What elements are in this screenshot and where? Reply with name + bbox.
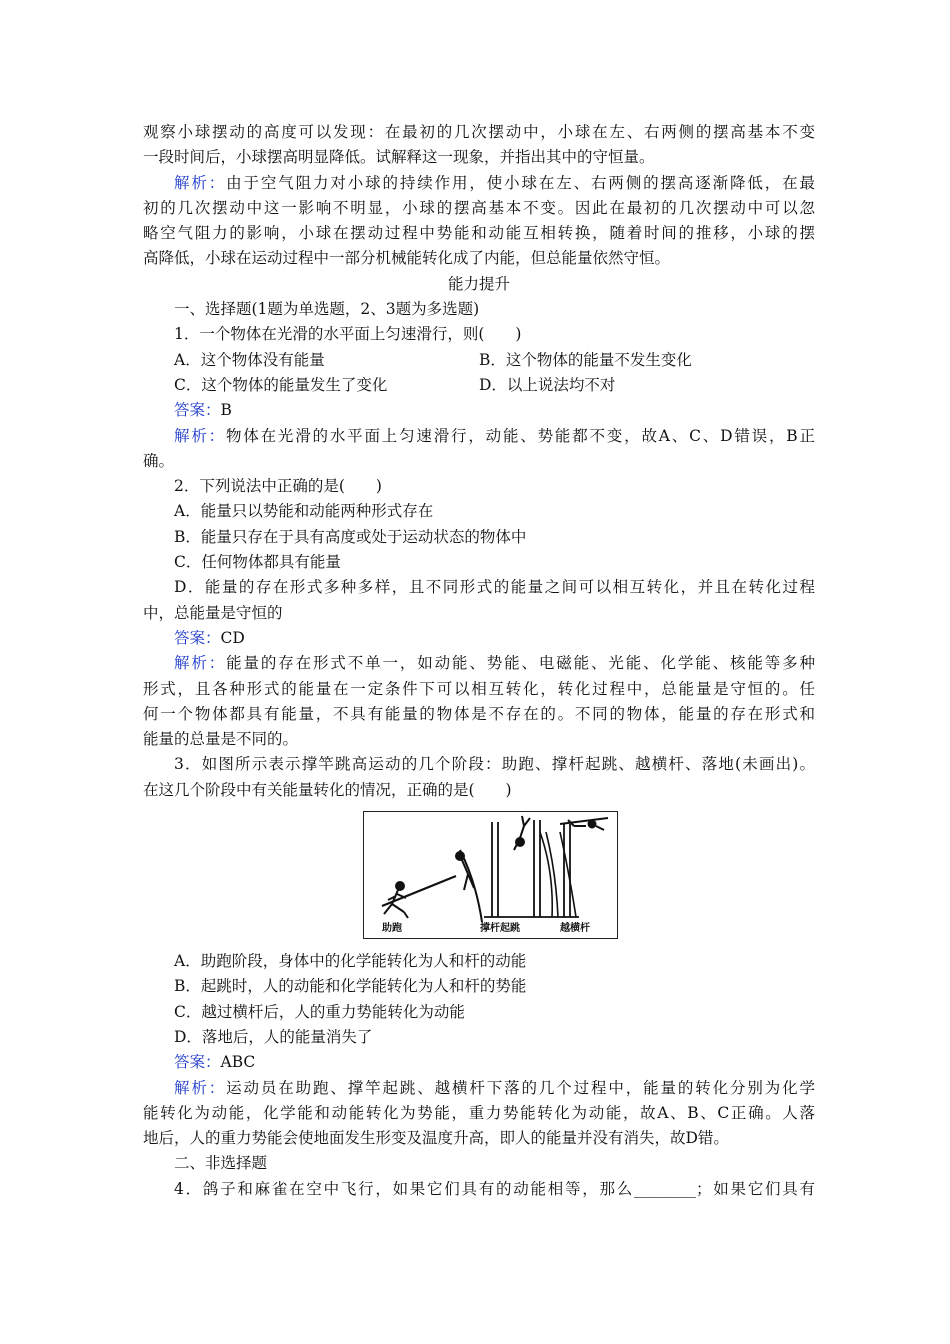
q3-option-d: D．落地后，人的能量消失了: [174, 1027, 373, 1046]
q2-analysis-line: 何一个物体都具有能量，不具有能量的物体是不存在的。不同的物体，能量的存在形式和: [143, 704, 815, 723]
q4-stem: 4．鸽子和麻雀在空中飞行，如果它们具有的动能相等，那么________；如果它们具有: [174, 1179, 815, 1198]
q1-analysis-line: 解析：物体在光滑的水平面上匀速滑行，动能、势能都不变，故A、C、D错误，B正: [174, 426, 815, 445]
q2-option-d-cont: 中，总能量是守恒的: [143, 603, 283, 622]
q3-option-b: B．起跳时，人的动能和化学能转化为人和杆的势能: [174, 977, 527, 996]
answer-label: 答案：: [174, 628, 221, 647]
intro-analysis-line: 解析：由于空气阻力对小球的持续作用，使小球在左、右两侧的摆高逐渐降低，在最: [174, 173, 815, 192]
q2-option-c: C．任何物体都具有能量: [174, 553, 341, 572]
q3-analysis-line: 解析：运动员在助跑、撑竿起跳、越横杆下落的几个过程中，能量的转化分别为化学: [174, 1078, 815, 1097]
q1-answer: 答案：B: [174, 401, 232, 420]
analysis-label: 解析：: [174, 173, 227, 192]
document-page: [143, 120, 815, 1202]
q3-option-a: A．助跑阶段，身体中的化学能转化为人和杆的动能: [174, 952, 527, 971]
intro-analysis-line: 略空气阻力的影响，小球在摆动过程中势能和动能互相转换，随着时间的推移，小球的摆: [143, 224, 815, 243]
q1-option-d: D．以上说法均不对: [479, 375, 616, 394]
analysis-label: 解析：: [174, 426, 226, 445]
answer-label: 答案：: [174, 1053, 221, 1072]
q2-answer: 答案：CD: [174, 628, 245, 647]
figure-label-run: 助跑: [382, 923, 402, 935]
figure-label-bar: 越横杆: [560, 923, 590, 935]
q3-stem-line: 在这几个阶段中有关能量转化的情况，正确的是( ): [143, 780, 512, 799]
q1-stem: 1．一个物体在光滑的水平面上匀速滑行，则( ): [174, 325, 522, 344]
part1-title: 一、选择题(1题为单选题，2、3题为多选题): [174, 300, 480, 319]
answer-label: 答案：: [174, 401, 221, 420]
q1-option-b: B．这个物体的能量不发生变化: [479, 350, 692, 369]
standards: [484, 820, 579, 917]
q1-options-row: [143, 373, 815, 398]
q2-stem: 2．下列说法中正确的是( ): [174, 477, 382, 496]
analysis-label: 解析：: [174, 1078, 227, 1097]
q3-answer: 答案：ABC: [174, 1053, 256, 1072]
pole-run: [382, 876, 456, 906]
q3-option-c: C．越过横杆后，人的重力势能转化为动能: [174, 1002, 465, 1021]
q2-analysis-line: 形式，且各种形式的能量在一定条件下可以相互转化，转化过程中，总能量是守恒的。任: [143, 679, 815, 698]
part2-title: 二、非选择题: [174, 1154, 268, 1173]
q3-analysis-line: 能转化为动能，化学能和动能转化为势能，重力势能转化为动能，故A、B、C正确。人落: [143, 1103, 815, 1122]
q1-options-row: [143, 348, 815, 373]
q1-option-c: C．这个物体的能量发生了变化: [174, 375, 388, 394]
analysis-label: 解析：: [174, 654, 227, 673]
q2-option-a: A．能量只以势能和动能两种形式存在: [174, 502, 434, 521]
intro-line: 观察小球摆动的高度可以发现：在最初的几次摆动中，小球在左、右两侧的摆高基本不变: [143, 123, 815, 141]
section-title: 能力提升: [447, 274, 510, 293]
q2-option-d: D．能量的存在形式多种多样，且不同形式的能量之间可以相互转化，并且在转化过程: [174, 578, 815, 597]
intro-analysis-line: 初的几次摆动中这一影响不明显，小球的摆高基本不变。因此在最初的几次摆动中可以忽: [143, 198, 815, 217]
intro-line: 一段时间后，小球摆高明显降低。试解释这一现象，并指出其中的守恒量。: [143, 148, 655, 167]
vaulter-icon: [514, 816, 530, 850]
pole-vault-figure: [363, 811, 618, 939]
intro-analysis-line: 高降低，小球在运动过程中一部分机械能转化成了内能，但总能量依然守恒。: [143, 249, 671, 268]
q1-analysis-line: 确。: [143, 451, 175, 470]
figure-label-takeoff: 撑杆起跳: [480, 923, 520, 935]
q2-analysis-line: 能量的总量是不同的。: [143, 730, 299, 749]
bar-clear-icon: [560, 818, 608, 830]
takeoff-icon: [456, 850, 482, 922]
q2-option-b: B．能量只存在于具有高度或处于运动状态的物体中: [174, 527, 527, 546]
q3-analysis-line: 地后，人的重力势能会使地面发生形变及温度升高，即人的能量并没有消失，故D错。: [143, 1129, 729, 1148]
q2-analysis-line: 解析：能量的存在形式不单一，如动能、势能、电磁能、光能、化学能、核能等多种: [174, 654, 815, 673]
q3-stem-line: 3．如图所示表示撑竿跳高运动的几个阶段：助跑、撑杆起跳、越横杆、落地(未画出)。: [174, 755, 815, 774]
q1-option-a: A．这个物体没有能量: [174, 350, 325, 369]
